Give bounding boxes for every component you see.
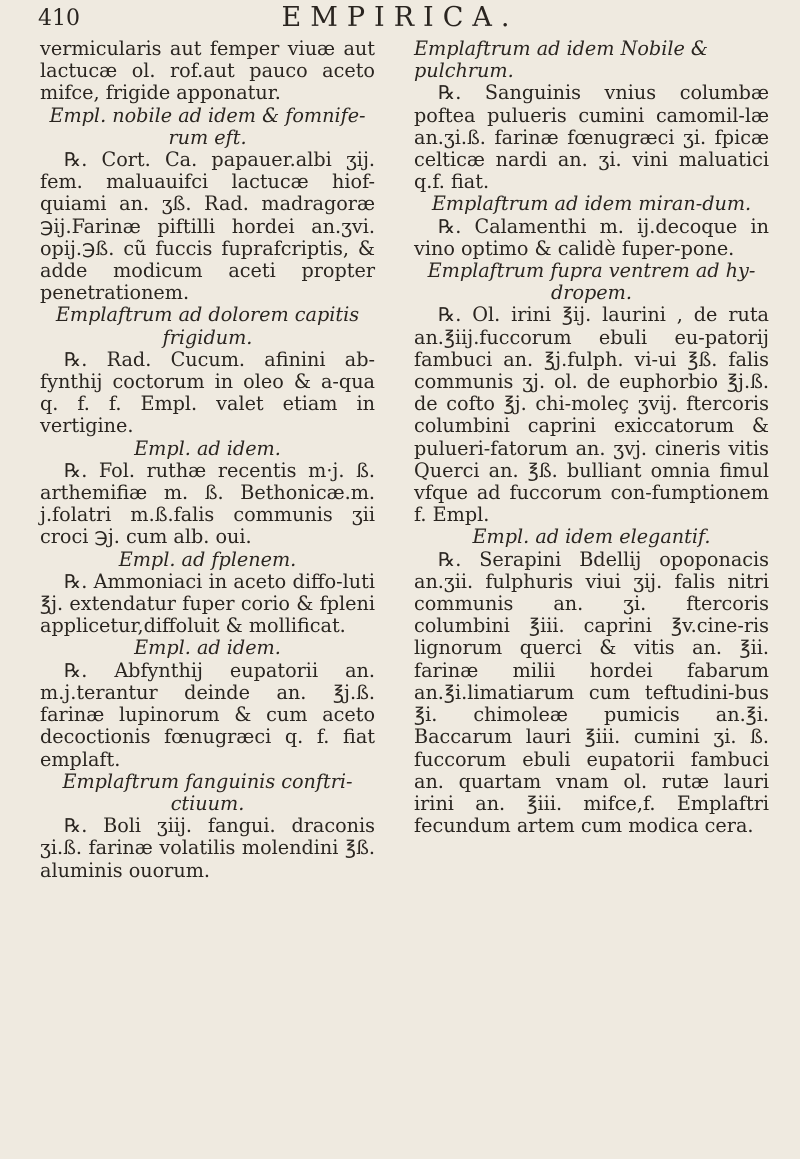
recipe-text: ℞. Rad. Cucum. afinini ab-fynthij coctorum in oleo & a-qua q. f. f. Empl. valet etiam in vertigine. [40, 347, 375, 438]
recipe-heading: Emplaftrum ad idem Nobile & pulchrum. [414, 37, 709, 83]
page-header [30, 2, 770, 38]
recipe-text: ℞. Abfynthij eupatorii an. m.j.terantur deinde an. ℥j.ß. farinæ lupinorum & cum aceto decoctionis fœnugræci q. f. fiat emplaft. [40, 658, 375, 771]
right-column [414, 38, 769, 837]
running-title: EMPIRICA. [281, 2, 519, 33]
recipe-text: ℞. Ol. irini ℥ij. laurini , de ruta an.℥iij.fuccorum ebuli eu-patorij fambuci an. ℥j.fulph. vi-ui ℥ß. falis communis ʒj. ol. de euphorbio ℥j.ß. de cofto ℥j. chi-moleç ʒvij. ftercoris columbini caprini exiccatorum & pulueri-fatorum an. ʒvj. cineris vitis Querci an. ℥ß. bulliant omnia fimul vfque ad fuccorum con-fumptionem f. Empl. [414, 303, 769, 527]
recipe-heading: Emplaftrum ad idem miran-dum. [431, 192, 752, 216]
recipe-text: ℞. Fol. ruthæ recentis m·j. ß. arthemifiæ m. ß. Bethonicæ.m. j.folatri m.ß.falis communis ʒii croci ℈j. cum alb. oui. [40, 458, 375, 549]
recipe-text: ℞. Sanguinis vnius columbæ poftea pulueris cumini camomil-læ an.ʒi.ß. farinæ fœnugræci ʒi. fpicæ celticæ nardi an. ʒi. vini maluatici q.f. fiat. [414, 81, 769, 194]
recipe-text: ℞. Ammoniaci in aceto diffo-luti ℥j. extendatur fuper corio & fpleni applicetur,diffoluit & mollificat. [40, 569, 375, 638]
recipe-text: vermicularis aut femper viuæ aut lactucæ ol. rof.aut pauco aceto mifce, frigide apponatur. [40, 37, 375, 105]
recipe-heading: Empl. ad idem. [134, 436, 281, 460]
recipe-text: ℞. Calamenthi m. ij.decoque in vino optimo & calidè fuper-pone. [414, 214, 769, 260]
page-number: 410 [38, 6, 80, 31]
recipe-text: ℞. Cort. Ca. papauer.albi ʒij. fem. maluauifci lactucæ hiof-quiami an. ʒß. Rad. madragoræ ℈ij.Farinæ piftilli hordei an.ʒvi. opij.℈ß. cũ fuccis fuprafcriptis, & adde modicum aceti propter penetrationem. [40, 148, 375, 305]
recipe-heading: Empl. ad idem elegantif. [472, 525, 711, 549]
recipe-heading: Empl. nobile ad idem & fomnife-rum eft. [49, 103, 366, 149]
left-column [40, 38, 375, 882]
recipe-heading: Empl. ad fplenem. [118, 547, 297, 571]
recipe-heading: Emplaftrum ad dolorem capitis frigidum. [55, 303, 360, 349]
recipe-heading: Emplaftrum fupra ventrem ad hy-dropem. [427, 259, 756, 305]
recipe-text: ℞. Boli ʒiij. fangui. draconis ʒi.ß. farinæ volatilis molendini ℥ß. aluminis ouorum. [40, 814, 375, 882]
recipe-text: ℞. Serapini Bdellij opoponacis an.ʒii. fulphuris viui ʒij. falis nitri communis an. ʒi. ftercoris columbini ℥iii. caprini ℥v.cine-ris lignorum querci & vitis an. ℥ii. farinæ milii hordei fabarum an.℥i.limatiarum cum teftudini-bus ℥i. chimoleæ pumicis an.℥i. Baccarum lauri ℥iii. cumini ʒi. ß. fuccorum ebuli eupatorii fambuci an. quartam vnam ol. rutæ lauri irini an. ℥iii. mifce,f. Emplaftri fecundum artem cum modica cera. [414, 547, 769, 838]
recipe-heading: Emplaftrum fanguinis conftri-ctiuum. [62, 769, 353, 815]
recipe-heading: Empl. ad idem. [134, 636, 281, 660]
